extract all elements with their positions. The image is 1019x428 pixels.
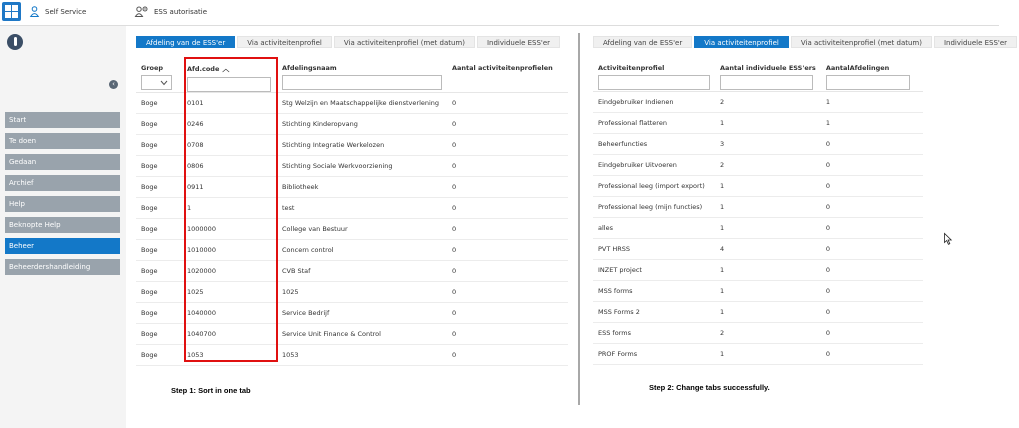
table-cell: Boge — [136, 219, 182, 240]
table-cell: 1 — [715, 259, 821, 280]
table-cell: Eindgebruiker Uitvoeren — [593, 154, 715, 175]
left-tab-via-activiteitenprofiel[interactable]: Via activiteitenprofiel — [237, 36, 332, 48]
table-cell: 0 — [447, 156, 568, 177]
table-row[interactable] — [593, 259, 923, 280]
table-cell: 0 — [821, 133, 923, 154]
table-cell: 0 — [447, 198, 568, 219]
table-cell: 1 — [715, 175, 821, 196]
right-tab-individuele-esser[interactable]: Individuele ESS'er — [934, 36, 1017, 48]
header-aantal-afdelingen-label: AantalAfdelingen — [825, 64, 890, 72]
table-cell: 1 — [715, 196, 821, 217]
table-cell: Bibliotheek — [277, 177, 447, 198]
sidebar-item-beheer[interactable]: Beheer — [5, 238, 120, 254]
table-cell: ESS forms — [593, 322, 715, 343]
table-cell: 0911 — [182, 177, 277, 198]
chevron-left-icon[interactable]: ‹ — [109, 80, 118, 89]
table-cell: Boge — [136, 198, 182, 219]
left-tab-via-activiteitenprofiel-met-datum[interactable]: Via activiteitenprofiel (met datum) — [334, 36, 475, 48]
table-cell: 0 — [447, 219, 568, 240]
table-cell: Service Bedrijf — [277, 303, 447, 324]
table-cell: 1 — [715, 301, 821, 322]
table-cell: Professional leeg (import export) — [593, 175, 715, 196]
header-afd-code-label: Afd.code — [187, 65, 220, 73]
table-cell: Eindgebruiker Indienen — [593, 91, 715, 112]
activiteitenprofiel-filter-input[interactable] — [598, 75, 710, 90]
ess-autorisatie-link[interactable] — [135, 6, 207, 17]
table-row[interactable] — [593, 322, 923, 343]
table-cell: MSS Forms 2 — [593, 301, 715, 322]
table-row[interactable] — [593, 301, 923, 322]
table-row[interactable] — [593, 154, 923, 175]
header-activiteitenprofiel — [593, 53, 715, 91]
sidebar-item-gedaan[interactable]: Gedaan — [5, 154, 120, 170]
table-cell: 1000000 — [182, 219, 277, 240]
table-cell: 0 — [821, 217, 923, 238]
table-cell: 0 — [447, 303, 568, 324]
table-cell: 0 — [447, 177, 568, 198]
sidebar — [0, 26, 126, 428]
left-tab-afdeling[interactable]: Afdeling van de ESS'er — [136, 36, 235, 48]
right-table — [593, 53, 923, 365]
table-cell: 2 — [715, 154, 821, 175]
table-cell: College van Bestuur — [277, 219, 447, 240]
right-table-header — [593, 53, 923, 91]
header-groep — [136, 53, 182, 93]
table-cell: CVB Staf — [277, 261, 447, 282]
table-cell: 0 — [447, 240, 568, 261]
sidebar-item-archief[interactable]: Archief — [5, 175, 120, 191]
table-cell: Concern control — [277, 240, 447, 261]
table-cell: 0 — [447, 324, 568, 345]
table-cell: 1053 — [277, 345, 447, 366]
table-cell: Boge — [136, 177, 182, 198]
table-row[interactable] — [593, 343, 923, 364]
right-table-body — [593, 91, 923, 364]
table-cell: 0 — [821, 280, 923, 301]
header-groep-label: Groep — [141, 64, 164, 72]
table-cell: 2 — [715, 91, 821, 112]
user-icon — [30, 6, 39, 17]
table-cell: 1 — [821, 91, 923, 112]
header-aantal-individuele-essers — [715, 53, 821, 91]
table-cell: 0 — [447, 261, 568, 282]
sidebar-item-help[interactable]: Help — [5, 196, 120, 212]
table-cell: Boge — [136, 303, 182, 324]
table-cell: Stichting Kinderopvang — [277, 114, 447, 135]
table-cell: 1040700 — [182, 324, 277, 345]
sort-ascending-icon[interactable]: ︿ — [222, 65, 230, 73]
table-cell: INZET project — [593, 259, 715, 280]
step-2-note: Step 2: Change tabs successfully. — [649, 383, 770, 392]
table-cell: Boge — [136, 345, 182, 366]
table-cell: 1025 — [182, 282, 277, 303]
ess-autorisatie-label: ESS autorisatie — [154, 7, 208, 16]
header-aantal-afdelingen — [821, 53, 923, 91]
table-row[interactable] — [593, 238, 923, 259]
self-service-link[interactable] — [30, 6, 86, 17]
table-cell: Beheerfuncties — [593, 133, 715, 154]
header-aantal-activiteitenprofielen-label: Aantal activiteitenprofielen — [452, 64, 553, 72]
table-cell: 0 — [447, 135, 568, 156]
table-cell: Boge — [136, 93, 182, 114]
groep-filter-select[interactable] — [141, 75, 172, 90]
right-tab-via-activiteitenprofiel[interactable]: Via activiteitenprofiel — [694, 36, 789, 48]
table-row[interactable] — [593, 217, 923, 238]
table-cell: 2 — [715, 322, 821, 343]
right-tab-bar — [593, 36, 1019, 48]
table-cell: 0 — [447, 345, 568, 366]
table-cell: 3 — [715, 133, 821, 154]
table-cell: test — [277, 198, 447, 219]
table-cell: 1 — [821, 112, 923, 133]
table-cell: Service Unit Finance & Control — [277, 324, 447, 345]
apps-grid-icon[interactable] — [2, 2, 21, 21]
table-cell: Boge — [136, 282, 182, 303]
table-row[interactable] — [593, 196, 923, 217]
table-cell: 1 — [715, 343, 821, 364]
table-cell: Stg Welzijn en Maatschappelijke dienstverlening — [277, 93, 447, 114]
panel-divider — [578, 33, 580, 405]
table-cell: 1 — [715, 217, 821, 238]
table-cell: 1010000 — [182, 240, 277, 261]
logo — [7, 34, 23, 50]
header-activiteitenprofiel-label: Activiteitenprofiel — [598, 64, 665, 72]
table-cell: alles — [593, 217, 715, 238]
sidebar-item-beheerdershandleiding[interactable]: Beheerdershandleiding — [5, 259, 120, 275]
table-cell: Professional leeg (mijn functies) — [593, 196, 715, 217]
left-tab-individuele-esser[interactable]: Individuele ESS'er — [477, 36, 560, 48]
aantal-afdelingen-filter-input[interactable] — [826, 75, 910, 90]
table-cell: Boge — [136, 156, 182, 177]
table-cell: 0246 — [182, 114, 277, 135]
table-cell: Stichting Integratie Werkelozen — [277, 135, 447, 156]
table-cell: Boge — [136, 324, 182, 345]
sidebar-item-beknopte-help[interactable]: Beknopte Help — [5, 217, 120, 233]
right-tab-via-activiteitenprofiel-met-datum[interactable]: Via activiteitenprofiel (met datum) — [791, 36, 932, 48]
table-cell: 0 — [821, 238, 923, 259]
highlight-box — [184, 57, 278, 362]
table-cell: 1053 — [182, 345, 277, 366]
table-row[interactable] — [593, 112, 923, 133]
header-afdelingsnaam-label: Afdelingsnaam — [282, 64, 337, 72]
table-row[interactable] — [593, 91, 923, 112]
header-afdelingsnaam — [277, 53, 447, 93]
header-aantal-individuele-essers-label: Aantal individuele ESS'ers — [720, 64, 816, 72]
table-cell: 1020000 — [182, 261, 277, 282]
table-row[interactable] — [593, 175, 923, 196]
table-cell: 1 — [182, 198, 277, 219]
afdelingsnaam-filter-input[interactable] — [282, 75, 442, 90]
table-cell: 1 — [715, 280, 821, 301]
self-service-label: Self Service — [45, 7, 87, 16]
table-cell: 0 — [821, 322, 923, 343]
table-cell: 0708 — [182, 135, 277, 156]
header-aantal-activiteitenprofielen — [447, 53, 568, 93]
table-cell: 1 — [715, 112, 821, 133]
table-cell: Boge — [136, 135, 182, 156]
sidebar-item-start[interactable]: Start — [5, 112, 120, 128]
table-cell: Professional flatteren — [593, 112, 715, 133]
table-row[interactable] — [593, 280, 923, 301]
table-cell: PVT HRSS — [593, 238, 715, 259]
users-settings-icon — [135, 6, 148, 17]
table-cell: 4 — [715, 238, 821, 259]
table-cell: 0 — [821, 301, 923, 322]
table-cell: Boge — [136, 114, 182, 135]
top-bar — [0, 0, 999, 26]
table-cell: 0 — [447, 93, 568, 114]
step-1-note: Step 1: Sort in one tab — [171, 386, 251, 395]
table-cell: 0 — [821, 175, 923, 196]
table-row[interactable] — [593, 133, 923, 154]
table-cell: Boge — [136, 240, 182, 261]
sidebar-menu — [5, 112, 120, 280]
table-cell: Boge — [136, 261, 182, 282]
table-cell: 0 — [821, 196, 923, 217]
table-cell: 1040000 — [182, 303, 277, 324]
table-cell: 1025 — [277, 282, 447, 303]
mouse-pointer-icon — [944, 233, 952, 245]
table-cell: 0806 — [182, 156, 277, 177]
table-cell: 0 — [821, 259, 923, 280]
table-cell: 0 — [821, 154, 923, 175]
table-cell: 0 — [821, 343, 923, 364]
table-cell: 0 — [447, 114, 568, 135]
table-cell: Stichting Sociale Werkvoorziening — [277, 156, 447, 177]
aantal-individuele-essers-filter-input[interactable] — [720, 75, 813, 90]
table-cell: PROF Forms — [593, 343, 715, 364]
table-cell: MSS forms — [593, 280, 715, 301]
right-tab-afdeling[interactable]: Afdeling van de ESS'er — [593, 36, 692, 48]
chevron-down-icon — [160, 80, 168, 86]
left-tab-bar — [136, 36, 562, 48]
table-cell: 0 — [447, 282, 568, 303]
sidebar-item-te-doen[interactable]: Te doen — [5, 133, 120, 149]
table-cell: 0101 — [182, 93, 277, 114]
